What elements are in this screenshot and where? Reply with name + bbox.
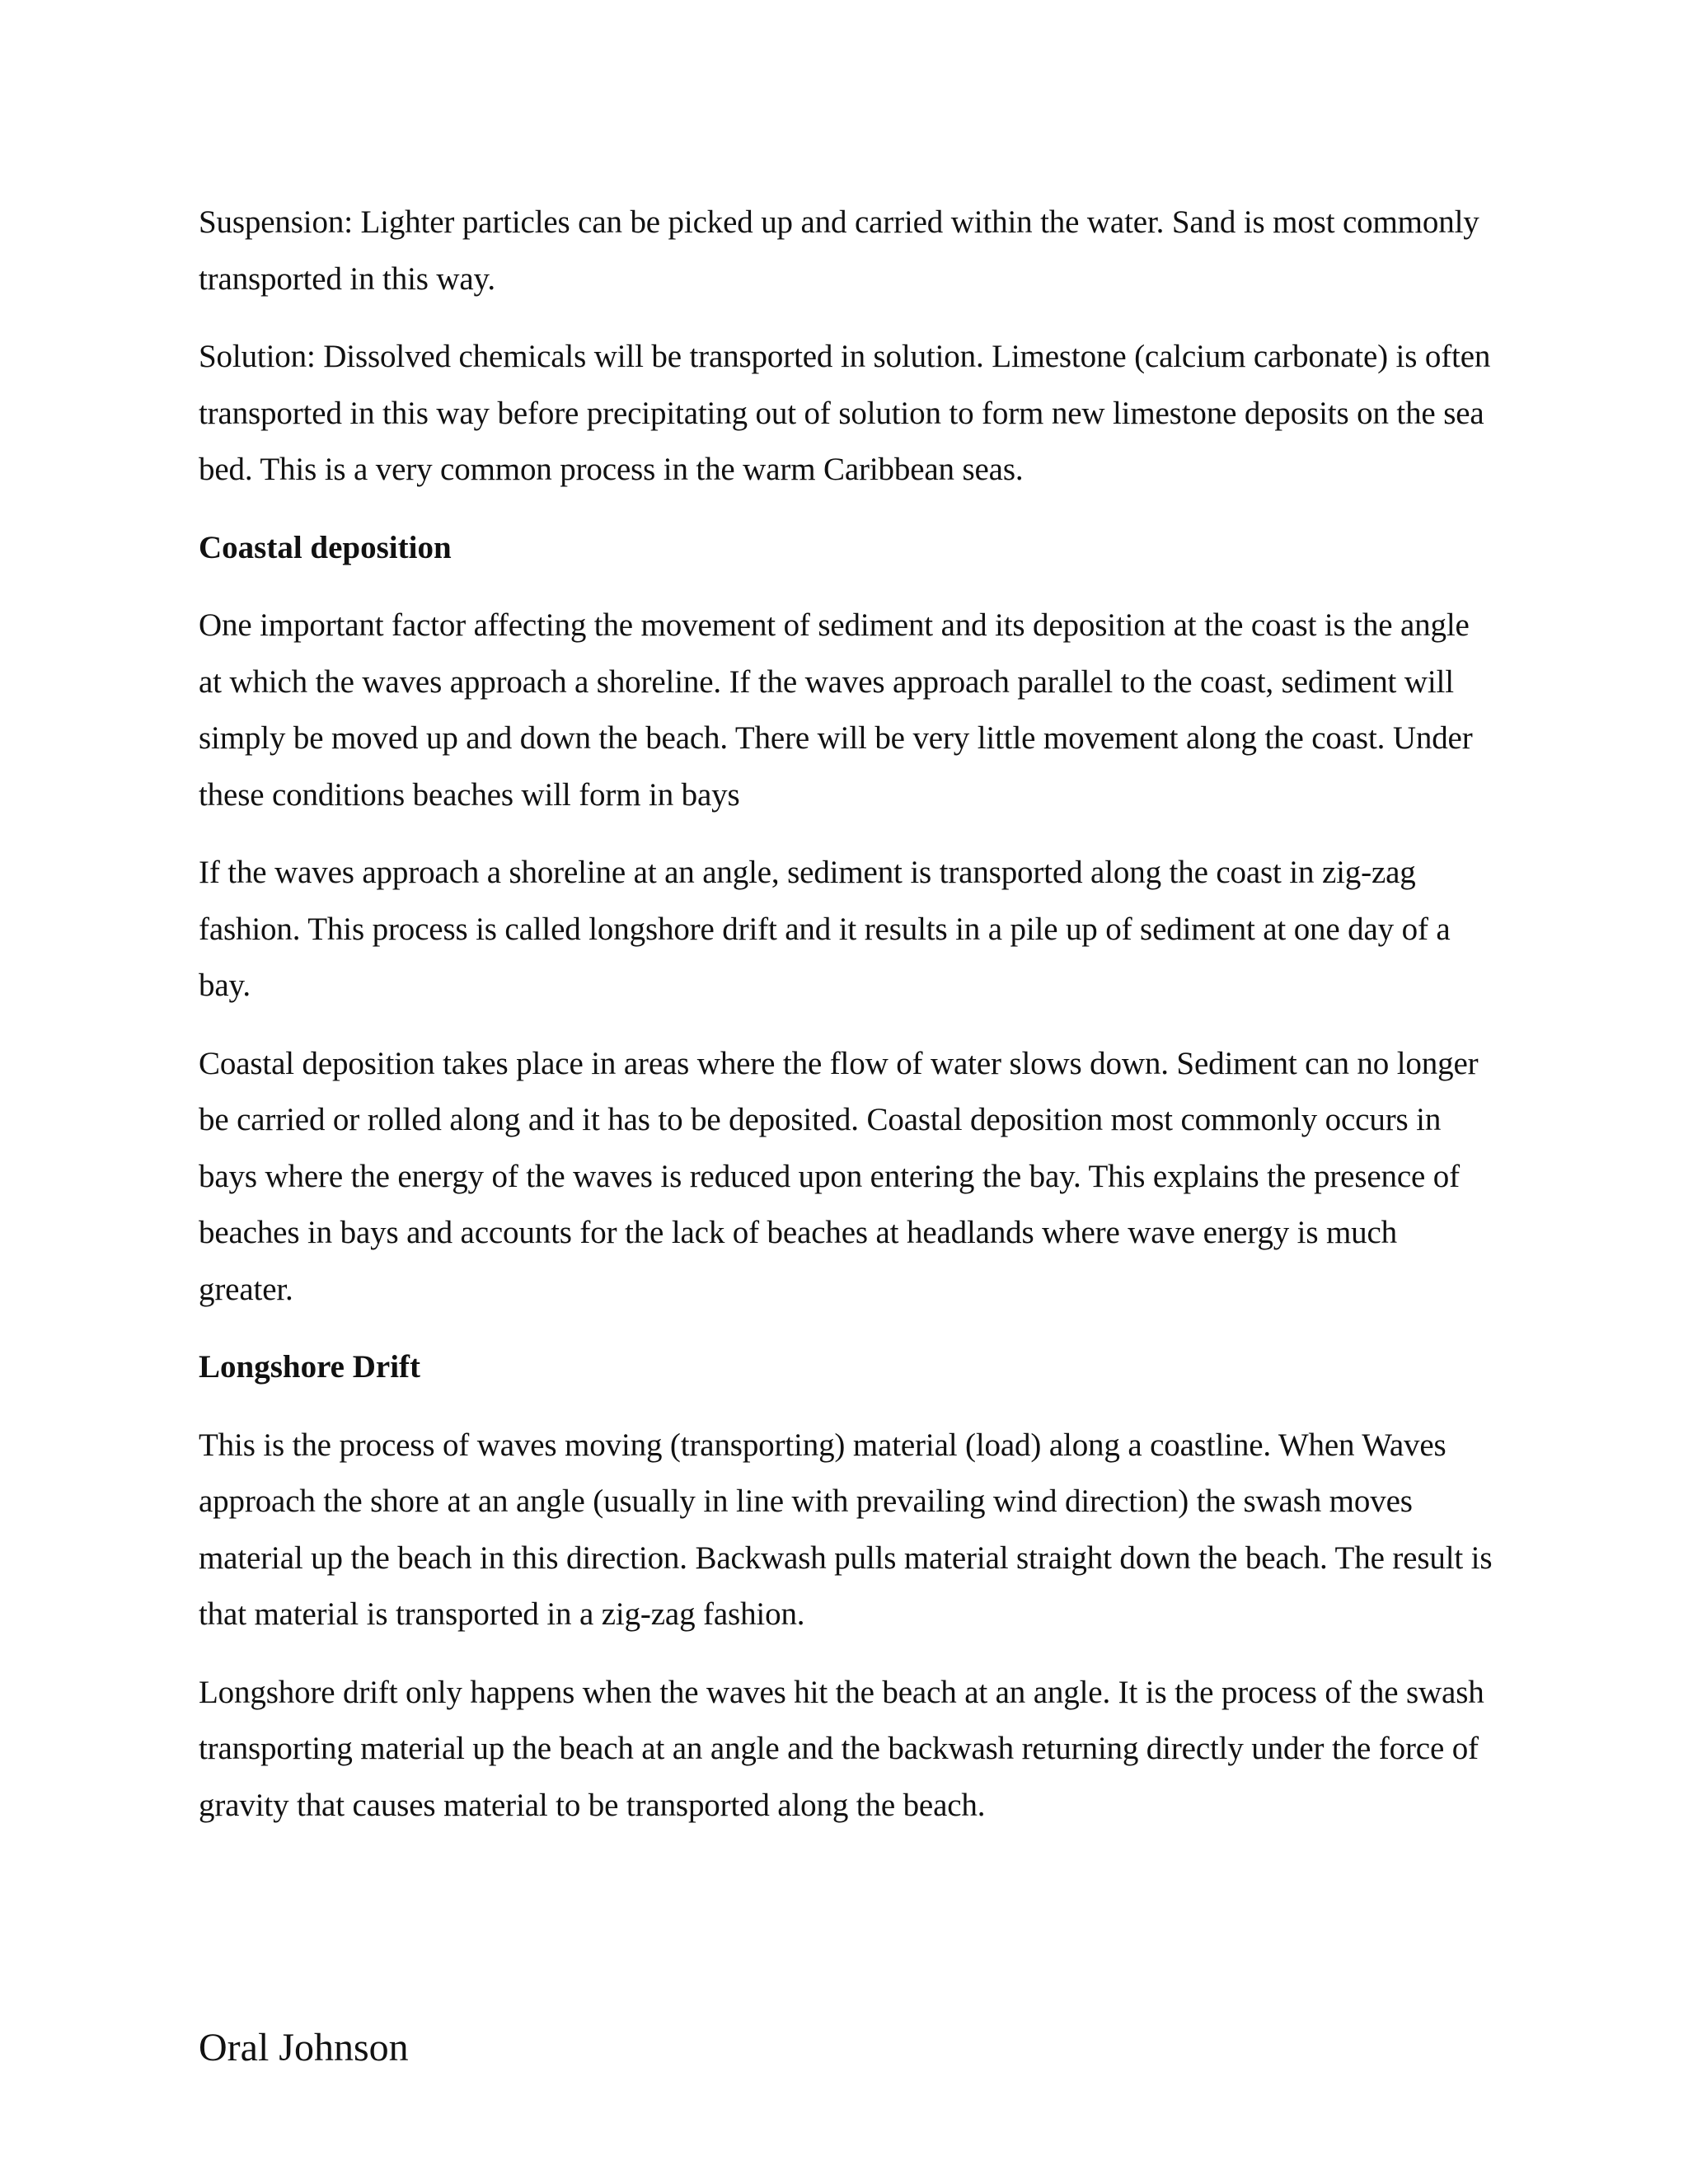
heading-coastal-deposition: Coastal deposition [199, 529, 452, 565]
author-footer: Oral Johnson [199, 2026, 409, 2069]
paragraph-longshore-angle: Longshore drift only happens when the waves hit the beach at an angle. It is the process of the swash transporting material up the beach at an angle and the backwash returning directly under the force of gravity that causes material to be transported along the beach. [199, 1674, 1484, 1823]
paragraph-zig-zag: If the waves approach a shoreline at an angle, sediment is transported along the coast in zig-zag fashion. This process is called longshore drift and it results in a pile up of sediment at one day of a bay. [199, 855, 1451, 1003]
paragraph-longshore-process: This is the process of waves moving (transporting) material (load) along a coastline. When Waves approach the shore at an angle (usually in line with prevailing wind direction) the swash moves material up the beach in this direction. Backwash pulls material straight down the beach. The result is that material is transported in a zig-zag fashion. [199, 1427, 1493, 1632]
paragraph-wave-angle: One important factor affecting the movement of sediment and its deposition at the coast is the angle at which the waves approach a shoreline. If the waves approach parallel to the coast, sediment will simply be moved up and down the beach. There will be very little movement along the coast. Under these conditions beaches will form in bays [199, 607, 1473, 813]
document-body [199, 194, 1497, 1855]
heading-longshore-drift: Longshore Drift [199, 1349, 421, 1385]
paragraph-deposition-areas: Coastal deposition takes place in areas where the flow of water slows down. Sediment can no longer be carried or rolled along and it has to be deposited. Coastal deposition most commonly occurs in bays where the energy of the waves is reduced upon entering the bay. This explains the presence of beaches in bays and accounts for the lack of beaches at headlands where wave energy is much greater. [199, 1045, 1479, 1307]
paragraph-suspension: Suspension: Lighter particles can be picked up and carried within the water. Sand is most commonly transported in this way. [199, 204, 1479, 297]
paragraph-solution: Solution: Dissolved chemicals will be transported in solution. Limestone (calcium carbonate) is often transported in this way before precipitating out of solution to form new limestone deposits on the sea bed. This is a very common process in the warm Caribbean seas. [199, 339, 1491, 487]
